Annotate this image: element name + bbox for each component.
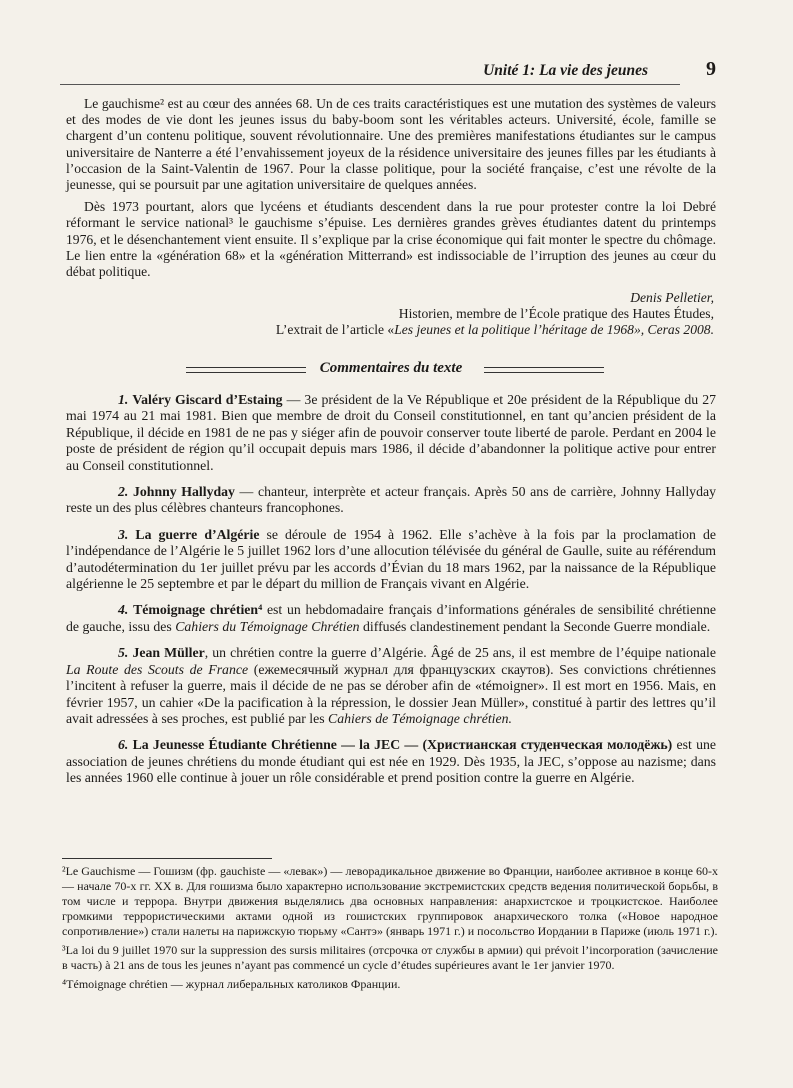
page-number: 9 [706,58,716,80]
footnotes [62,864,718,996]
item-text: — 3e président de la Ve République et 20e président de la République du 27 mai 1974 au 21 mai 1981. Bien que membre de droit du Conseil constitutionnel, en tant qu’ancien président de la République, il décide en 1981 de ne pas y siéger afin de pouvoir conserver toute liberté de parole. Perdant en 2004 le poste de président de région qu’il occupait depuis mars 1986, il décide d’abandonner la politique active pour entrer au Conseil constitutionnel. [66,392,716,473]
item-number: 6. [118,737,129,753]
author-name: Denis Pelletier, [630,290,714,305]
item-term: Jean Müller [132,645,205,661]
footnote-separator [62,858,272,859]
item-text: diffusés clandestinement pendant la Seconde Guerre mondiale. [359,618,711,634]
item-number: 4. [118,602,129,618]
source-line [200,322,714,338]
item-term: Johnny Hallyday [132,484,235,500]
header-rule [60,84,680,85]
item-text: (ежемесячный журнал для французских скаутов). Ses convictions chrétiennes l’incitent à refuser la guerre, mais il décide de ne pas se dérober afin de «témoigner». Il est mort en 1956. Mais, en février 1957, un cahier «De la pacification à la répression, le dossier Jean Müller», constitué à partir des lettres qu’il avait adressées à ses proches, est publié par les [66,661,716,726]
commentary-item-4 [66,602,716,635]
commentary-item-2 [66,484,716,517]
footnote-4: ⁴Témoignage chrétien — журнал либеральных католиков Франции. [62,977,401,991]
author-role: Historien, membre de l’École pratique des Hautes Études, [398,306,714,322]
item-term: Valéry Giscard d’Estaing [132,392,283,407]
commentary-list [66,392,716,797]
intro-paragraph-2: Dès 1973 pourtant, alors que lycéens et étudiants descendent dans la rue pour protester contre la loi Debré réformant le service national³ le gauchisme s’épuise. Les dernières grandes grèves étudiantes datent du printemps 1976, et le désenchantement vient ensuite. Il s’explique par la crise économique qui fait monter le spectre du chômage. Le lien entre la «génération 68» et la «génération Mitterrand» est indissociable de l’irruption des jeunes au cœur du débat politique. [66,199,716,280]
item-text: se déroule de 1954 à 1962. Elle s’achève à la fois par la proclamation de l’indépendance de l’Algérie le 5 juillet 1962 lors d’une allocution télévisée du général de Gaulle, suite au référendum d’autodétermination du 1er juillet prévu par les accords d’Évian du 18 mars 1962, par la naissance de la République algérienne le 25 septembre et par le départ du million de Français vivant en Algérie. [66,526,716,592]
item-number: 3. [118,526,129,542]
heading-rule-right [484,367,604,373]
item-term: Témoignage chrétien⁴ [133,602,263,618]
item-number: 2. [118,484,129,500]
item-term: La Jeunesse Étudiante Chrétienne — la JEC — (Христианская студенческая молодёжь) [132,737,673,753]
intro-paragraph-1: Le gauchisme² est au cœur des années 68. Un de ces traits caractéristiques est une mutation des systèmes de valeurs et des modes de vie dont les jeunes issus du baby-boom sont les véritables acteurs. Université, école, famille se chargent d’un contenu politique, souvent révolutionnaire. Une des premières manifestations étudiantes sur le campus universitaire de Nanterre a été l’envahissement joyeux de la résidence universitaire des jeunes filles par les étudiants à l’occasion de la Saint-Valentin de 1967. Pour la classe politique, pour la société française, c’est une révolte de la jeunesse, qui se poursuit par une agitation universitaire de quelques années. [66,96,716,193]
intro-text [66,96,716,286]
commentary-title: Commentaires du texte [319,360,463,376]
item-number: 1. [118,392,129,407]
attribution [200,290,714,339]
commentary-item-5 [66,645,716,727]
item-text: est une association de jeunes chrétiens du monde étudiant qui est née en 1929. Dès 1935, la JEC, s’oppose au nazisme; dans les années 1960 elle continue à jouer un rôle considérable et prend position contre la guerre en Algérie. [66,737,716,786]
footnote-3: ³La loi du 9 juillet 1970 sur la suppression des sursis militaires (отсрочка от службы в армии) qui prévoit l’incorporation (зачисление в часть) à 21 ans de tous les jeunes n’ayant pas commencé un cycle d’études supérieures avant le 1er janvier 1970. [62,943,718,972]
item-italic-title: La Route des Scouts de France [66,661,249,677]
commentary-item-6 [66,737,716,786]
item-text: , un chrétien contre la guerre d’Algérie. Âgé de 25 ans, il est membre de l’équipe nationale [204,645,717,661]
item-term: La guerre d’Algérie [135,526,260,542]
commentary-item-3 [66,527,716,593]
item-text: est un hebdomadaire français d’informations générales de sensibilité chrétienne de gauche, issu des [66,602,717,634]
footnote-2: ²Le Gauchisme — Гошизм (фр. gauchiste — «левак») — леворадикальное движение во Франции, наиболее активное в конце 60-х — начале 70-х гг. XX в. Для гошизма было характерно использование экстремистских средств ведения политической борьбы, в том числе и террора. Внутри движения выделялись два основных направления: анархистское и троцкистское. Наиболее громкими террористическими актами одной из гошистских группировок анархического толка («Новое народное сопротивление») стали налеты на парижскую тюрьму «Сантэ» (январь 1971 г.) и посольство Иордании в Париже (июль 1971 г.). [62,864,718,938]
item-italic-title: Cahiers du Témoignage Chrétien [175,618,360,634]
item-italic-title: Cahiers de Témoignage chrétien. [328,710,512,726]
source-prefix: L’extrait de l’article « [275,322,395,338]
unit-title: Unité 1: La vie des jeunes [483,62,648,79]
item-number: 5. [118,645,129,661]
commentary-item-1 [66,392,716,474]
running-header [60,58,740,90]
commentary-heading [66,358,716,380]
source-title: Les jeunes et la politique l’héritage de 1968», Ceras 2008. [394,322,714,338]
item-text: — chanteur, interprète et acteur français. Après 50 ans de carrière, Johnny Hallyday reste un des plus célèbres chanteurs francophones. [66,484,716,516]
